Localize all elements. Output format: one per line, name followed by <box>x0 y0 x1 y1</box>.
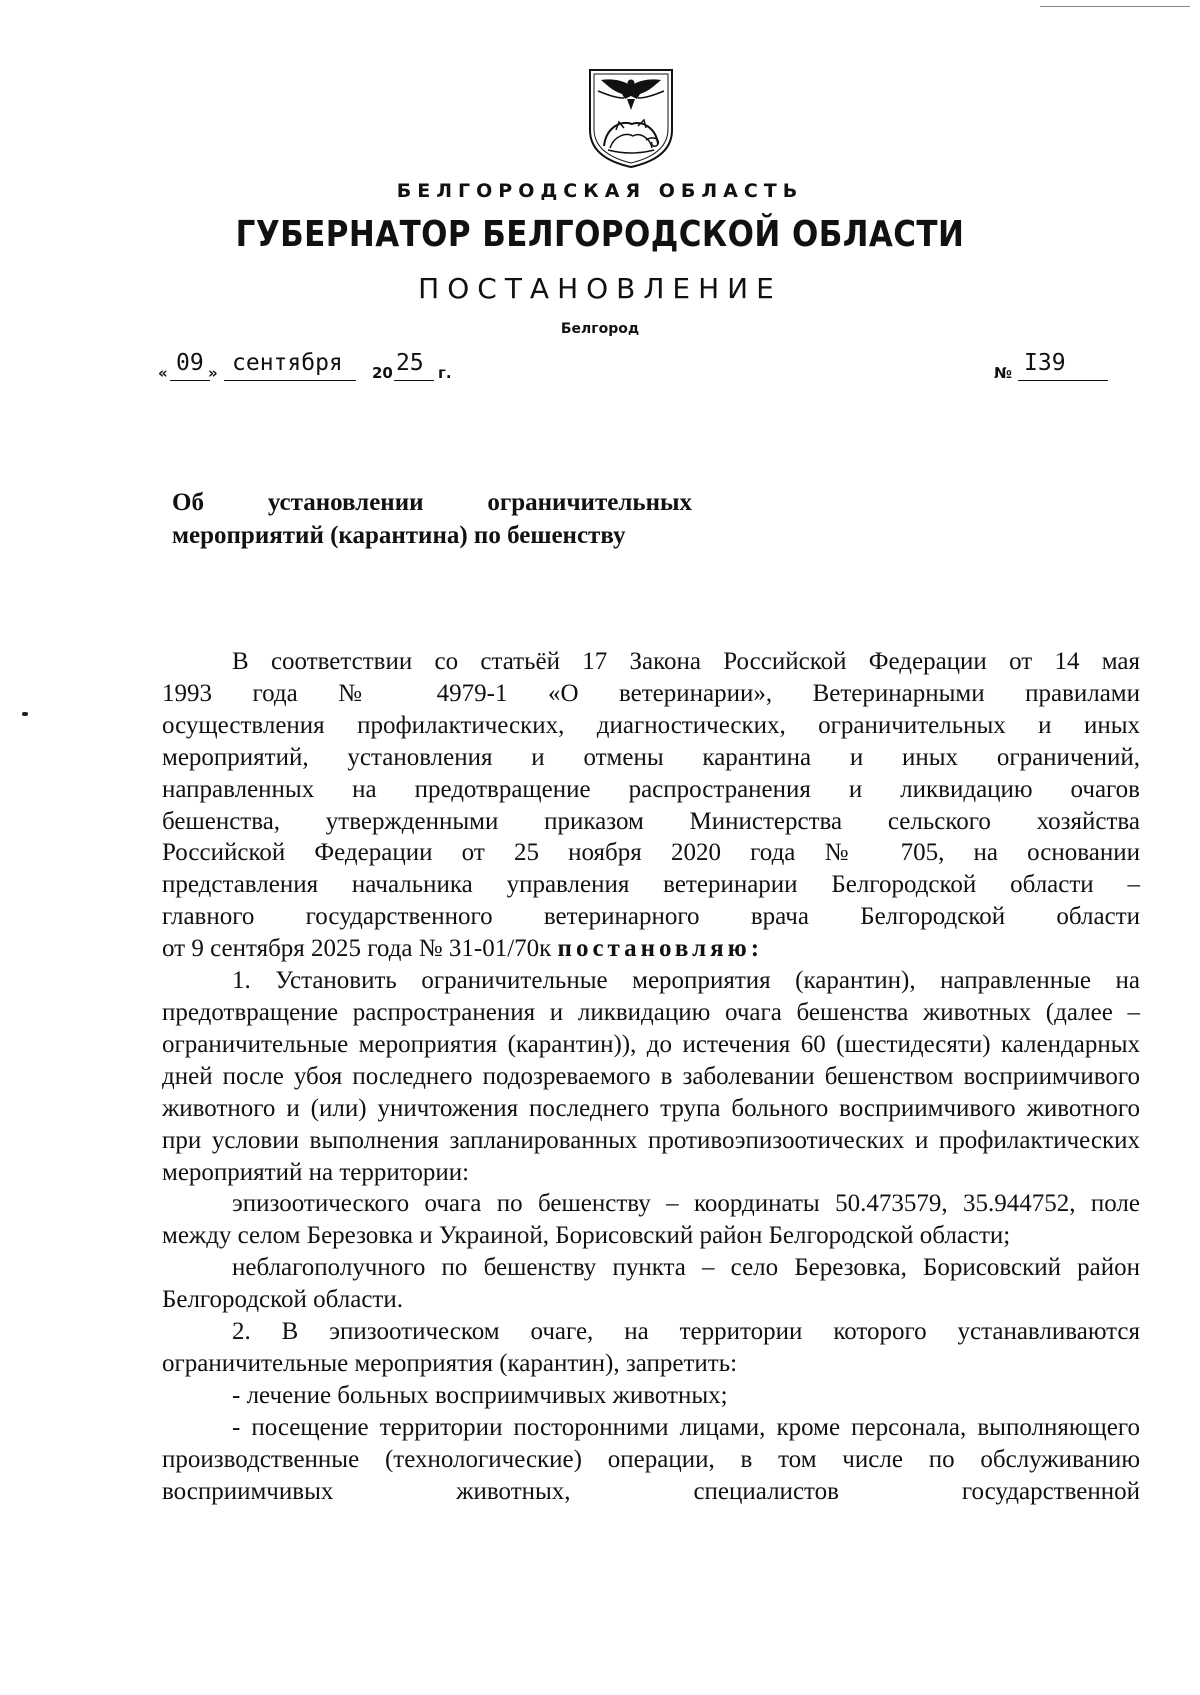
clause-1: 1. Установить ограничительные мероприятия (карантин), направленные на предотвращение распространения и ликвидацию очага бешенства животных (далее – ограничительные мероприятия (карантин)), до истечения 60 (шестидесяти) календарных дней после убоя последнего подозреваемого в заболевании бешенством восприимчивого животного и (или) уничтожения последнего трупа больного восприимчивого животного при условии выполнения запланированных противоэпизоотических и профилактических мероприятий на территории: <box>162 967 1140 1186</box>
preamble-line: В соответствии со статьёй 17 Закона Российской Федерации от 14 мая <box>232 648 1140 675</box>
number-label: № <box>994 364 1013 382</box>
document-number: I39 <box>1024 350 1066 376</box>
clause-1-point: неблагополучного по бешенству пункта – село Березовка, Борисовский район Белгородской области. <box>162 1254 1140 1314</box>
clause-2-ban-visits: - посещение территории посторонними лицами, кроме персонала, выполняющего производственные (технологические) операции, в том числе по обслуживанию восприимчивых животных, специалистов государственной <box>162 1413 1140 1505</box>
preamble-line: Российской Федерации от 25 ноября 2020 года № 705, на основании <box>162 839 1140 867</box>
date-month: сентября <box>232 350 343 376</box>
title-line-1 <box>172 486 692 519</box>
date-close-quote: » <box>208 364 218 382</box>
document-type: ПОСТАНОВЛЕНИЕ <box>418 272 782 305</box>
preamble-line: мероприятий, установления и отмены карантина и иных ограничений, <box>162 743 1140 771</box>
date-year-unit: г. <box>438 364 452 382</box>
clause-1-focus: эпизоотического очага по бешенству – координаты 50.473579, 35.944752, поле между селом Березовка и Украиной, Борисовский район Белгородской области; <box>162 1190 1140 1250</box>
document-title <box>172 486 692 552</box>
day-underline <box>170 380 210 381</box>
year-underline <box>394 380 434 381</box>
title-word: ограничительных <box>487 489 692 516</box>
document-body <box>162 646 1140 1507</box>
date-number-line <box>158 350 1108 382</box>
title-word: установлении <box>267 489 424 516</box>
month-underline <box>224 380 356 381</box>
preamble-line: осуществления профилактических, диагностических, ограничительных и иных <box>162 711 1140 739</box>
decree-word: постановляю: <box>557 935 764 963</box>
date-year-suffix: 25 <box>396 350 424 376</box>
city-name: Белгород <box>560 321 640 337</box>
date-open-quote: « <box>158 364 168 382</box>
scan-mark <box>22 712 28 716</box>
clause-2-ban-treatment: - лечение больных восприимчивых животных; <box>232 1381 728 1409</box>
region-name: БЕЛГОРОДСКАЯ ОБЛАСТЬ <box>396 180 804 202</box>
preamble-last-line <box>162 933 1140 965</box>
preamble-line: 1993 года № 4979-1 «О ветеринарии», Ветеринарными правилами <box>162 679 1140 707</box>
authority-title: ГУБЕРНАТОР БЕЛГОРОДСКОЙ ОБЛАСТИ <box>235 214 965 255</box>
title-word: Об <box>172 489 204 516</box>
preamble-line: бешенства, утвержденными приказом Министерства сельского хозяйства <box>162 807 1140 835</box>
number-underline <box>1018 380 1108 381</box>
preamble-line: представления начальника управления ветеринарии Белгородской области – <box>162 871 1140 899</box>
coat-of-arms-emblem <box>586 66 676 170</box>
title-line-2: мероприятий (карантина) по бешенству <box>172 522 626 549</box>
date-year-prefix: 20 <box>372 364 393 382</box>
preamble-line: направленных на предотвращение распространения и ликвидацию очагов <box>162 775 1140 803</box>
top-edge-line <box>1040 6 1190 7</box>
clause-2: 2. В эпизоотическом очаге, на территории которого устанавливаются ограничительные мероприятия (карантин), запретить: <box>162 1318 1140 1377</box>
date-day: 09 <box>176 350 204 376</box>
preamble-reference: от 9 сентября 2025 года № 31-01/70к <box>162 935 552 963</box>
preamble-line: главного государственного ветеринарного врача Белгородской области <box>162 903 1140 931</box>
